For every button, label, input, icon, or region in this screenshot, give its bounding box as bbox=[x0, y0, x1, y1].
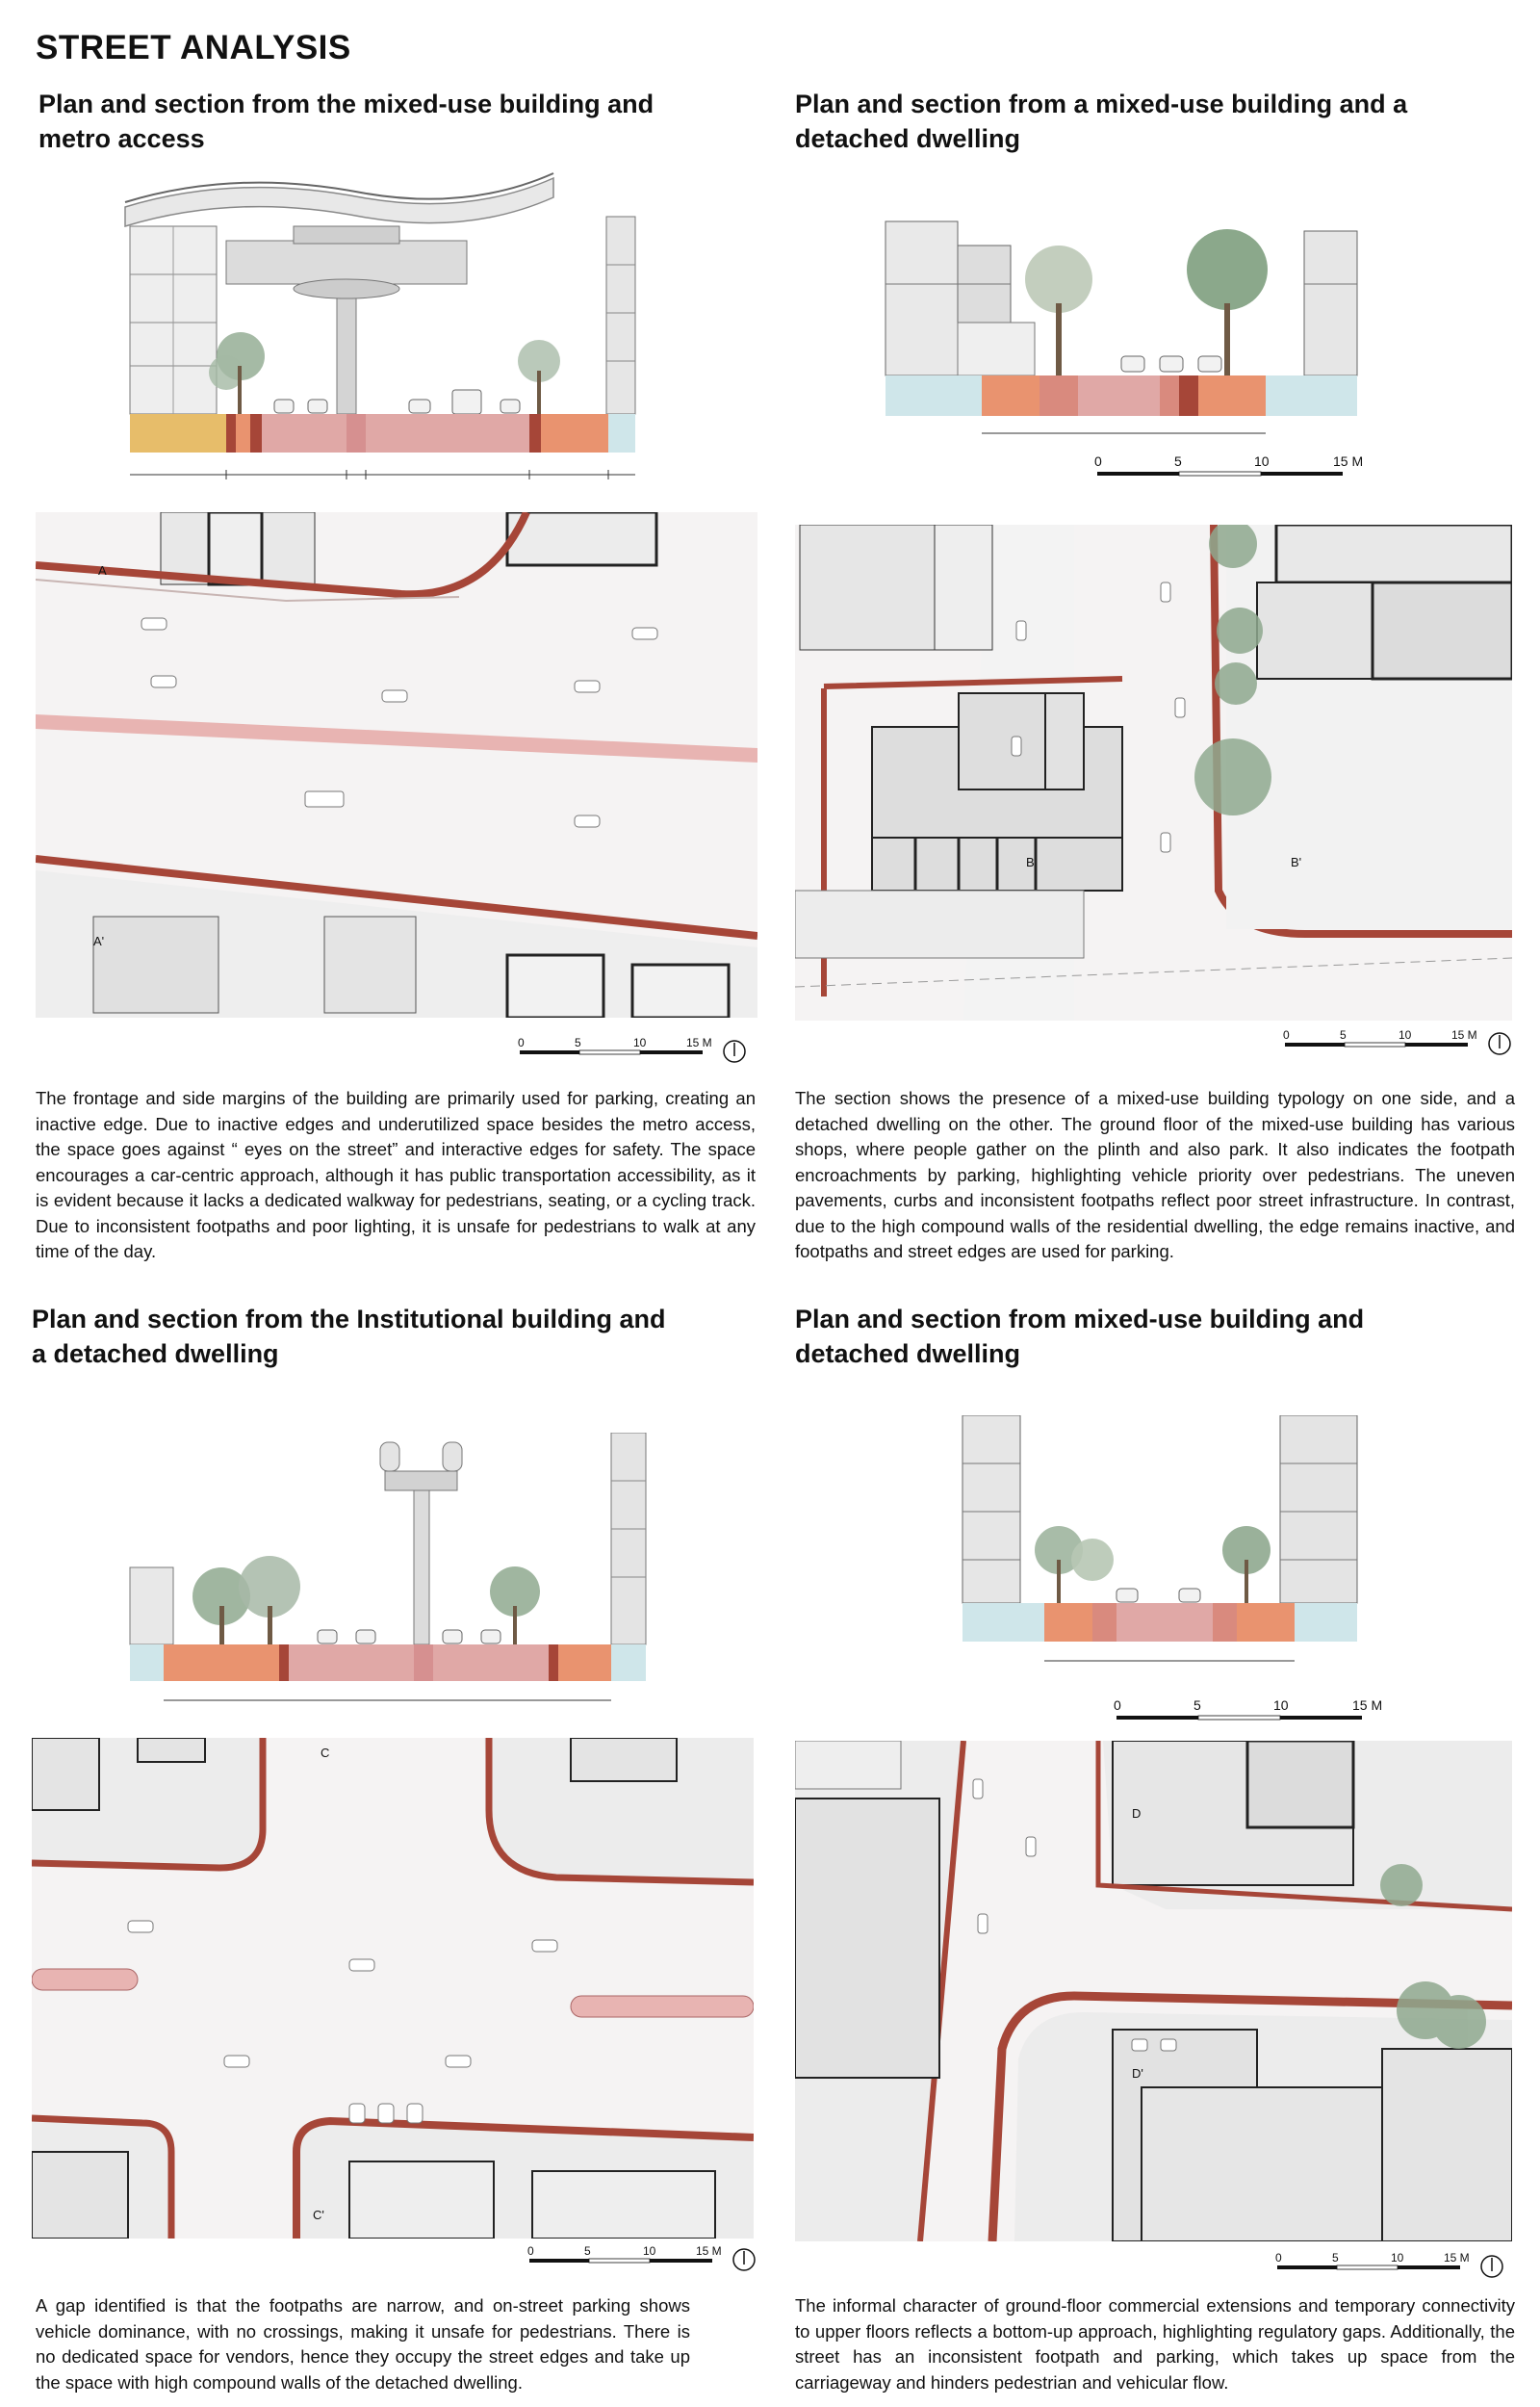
plan-a-scale-bar bbox=[515, 1035, 756, 1069]
section-d-scale-tick-0: 0 bbox=[1114, 1697, 1121, 1713]
panel-c-description: A gap identified is that the footpaths are narrow, and on-street parking shows vehicle dominance, with no crossings, making it unsafe for pedestrians. There is no dedicated space for vendors, hence they occupy the street edges and take up the space with high compound walls of the detached dwelling. bbox=[36, 2295, 690, 2393]
section-a-drawing bbox=[120, 168, 640, 501]
scale-a-tick-15: 15 M bbox=[686, 1036, 712, 1049]
section-d-start-label: D bbox=[1132, 1806, 1142, 1821]
panel-c-heading: Plan and section from the Institutional building and a detached dwelling bbox=[32, 1305, 666, 1368]
section-d-scale-tick-10: 10 bbox=[1273, 1697, 1289, 1713]
section-c-drawing bbox=[125, 1433, 650, 1712]
scale-a-tick-0: 0 bbox=[518, 1036, 525, 1049]
scale-c-tick-0: 0 bbox=[527, 2244, 534, 2258]
scale-b-tick-15: 15 M bbox=[1451, 1028, 1477, 1042]
scale-c-tick-5: 5 bbox=[584, 2244, 591, 2258]
scale-c-tick-15: 15 M bbox=[696, 2244, 722, 2258]
plan-d-scale-bar bbox=[1272, 2250, 1513, 2284]
scale-d-tick-0: 0 bbox=[1275, 2251, 1282, 2265]
section-d-scale-bar bbox=[1112, 1696, 1400, 1730]
scale-b-tick-0: 0 bbox=[1283, 1028, 1290, 1042]
section-b-start-label: B bbox=[1026, 855, 1035, 869]
section-b-scale-tick-0: 0 bbox=[1094, 453, 1102, 469]
section-b-drawing bbox=[881, 217, 1362, 443]
section-d-drawing bbox=[958, 1415, 1362, 1680]
panel-a-description: The frontage and side margins of the building are primarily used for parking, creating an inactive edge. Due to inactive edges and underutilized space besides the metro access, the space goes against “ eyes on the street” and interactive edges for safety. The space encourages a car-centric approach, although it has public transportation accessibility, as it is evident because it lacks a dedicated walkway for pedestrians, seating, or a cycling track. Due to inconsistent footpaths and poor lighting, it is unsafe for pedestrians to walk at any time of the day. bbox=[36, 1088, 756, 1261]
section-d-scale-tick-15: 15 M bbox=[1352, 1697, 1383, 1713]
scale-d-tick-5: 5 bbox=[1332, 2251, 1339, 2265]
page-title: STREET ANALYSIS bbox=[36, 29, 351, 66]
scale-b-tick-10: 10 bbox=[1399, 1028, 1412, 1042]
section-b-scale-bar bbox=[1092, 453, 1381, 486]
panel-d-heading: Plan and section from mixed-use building and detached dwelling bbox=[795, 1305, 1365, 1368]
plan-b-scale-bar bbox=[1280, 1027, 1521, 1061]
panel-b-heading: Plan and section from a mixed-use building and a detached dwelling bbox=[795, 90, 1408, 153]
section-b-scale-tick-15: 15 M bbox=[1333, 453, 1364, 469]
panel-b-description: The section shows the presence of a mixed-use building typology on one side, and a detached dwelling on the other. The ground floor of the mixed-use building has various shops, where people gather on the plinth and also park. It also indicates the footpath encroachments by parking, highlighting vehicle priority over pedestrians. The uneven pavements, curbs and inconsistent footpaths reflect poor street infrastructure. In contrast, due to the high compound walls of the residential dwelling, the edge remains inactive, and footpaths and street edges are used for parking. bbox=[795, 1088, 1515, 1261]
scale-b-tick-5: 5 bbox=[1340, 1028, 1347, 1042]
scale-d-tick-10: 10 bbox=[1391, 2251, 1404, 2265]
section-a-end-label: A' bbox=[93, 934, 105, 948]
section-c-end-label: C' bbox=[313, 2208, 324, 2222]
section-d-end-label: D' bbox=[1132, 2066, 1143, 2081]
section-a-start-label: A bbox=[98, 563, 107, 578]
section-b-end-label: B' bbox=[1291, 855, 1302, 869]
plan-a-drawing bbox=[36, 512, 757, 1018]
section-c-start-label: C bbox=[321, 1746, 330, 1760]
plan-c-drawing bbox=[32, 1738, 754, 2239]
plan-b-drawing bbox=[795, 525, 1512, 1021]
panel-d-description: The informal character of ground-floor commercial extensions and temporary connectivity to upper floors reflects a bottom-up approach, highlighting regulatory gaps. Additionally, the street has an inconsistent footpath and parking, which takes up space from the carriageway and hinders pedestrian and vehicular flow. bbox=[795, 2295, 1515, 2393]
plan-d-drawing bbox=[795, 1741, 1512, 2241]
scale-a-tick-5: 5 bbox=[575, 1036, 581, 1049]
section-d-scale-tick-5: 5 bbox=[1194, 1697, 1201, 1713]
section-b-scale-tick-10: 10 bbox=[1254, 453, 1270, 469]
panel-a-heading: Plan and section from the mixed-use building and metro access bbox=[38, 90, 654, 153]
scale-c-tick-10: 10 bbox=[643, 2244, 656, 2258]
scale-a-tick-10: 10 bbox=[633, 1036, 647, 1049]
section-b-scale-tick-5: 5 bbox=[1174, 453, 1182, 469]
plan-c-scale-bar bbox=[525, 2243, 765, 2277]
scale-d-tick-15: 15 M bbox=[1444, 2251, 1470, 2265]
